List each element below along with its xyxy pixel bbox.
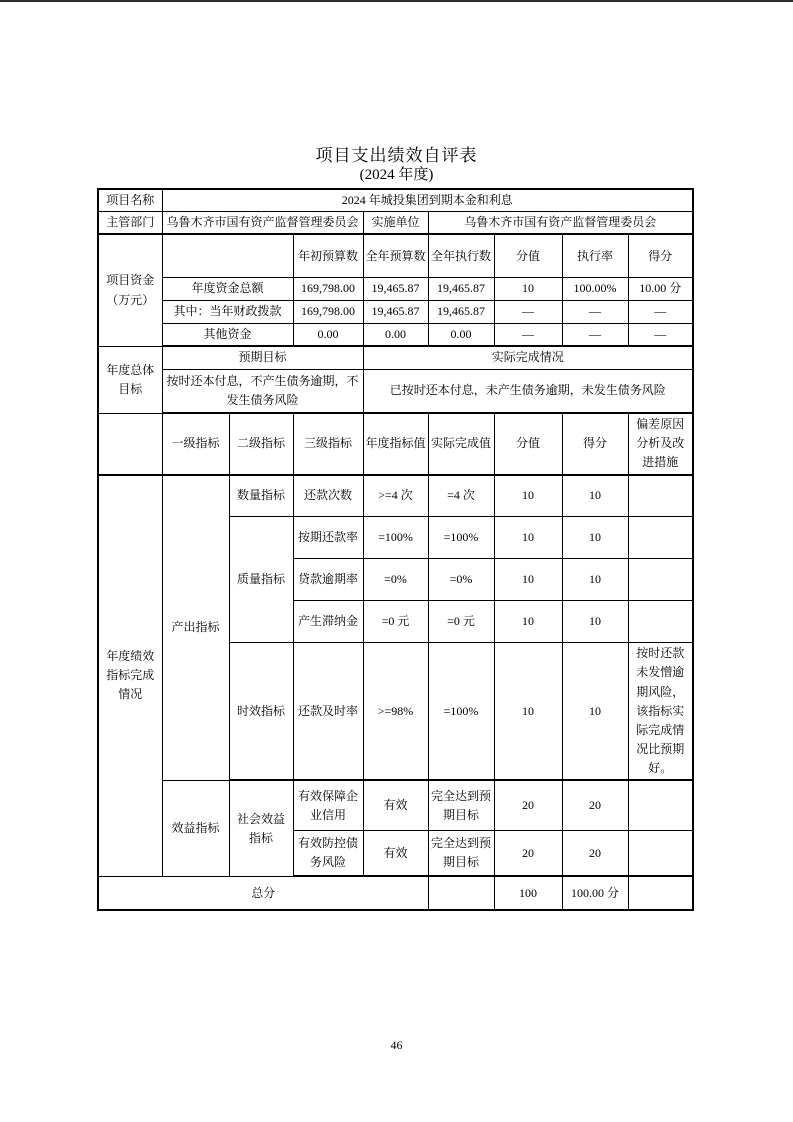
indicator-name: 有效保障企业信用 (293, 780, 363, 830)
indicator-score: 10 (562, 643, 628, 781)
indicator-target: 有效 (363, 830, 428, 876)
funds-row-label: 其中：当年财政拨款 (162, 300, 293, 323)
level1-benefit: 效益指标 (162, 780, 229, 876)
indicator-name: 按期还款率 (293, 517, 363, 559)
page-number: 46 (390, 1038, 403, 1052)
funds-cell: 169,798.00 (293, 277, 363, 300)
indicator-score-value: 20 (494, 780, 562, 830)
annual-goal-section-label: 年度总体目标 (98, 346, 162, 413)
funds-cell: — (494, 300, 562, 323)
table-row (98, 300, 693, 323)
indicator-actual: 完全达到预期目标 (428, 830, 494, 876)
indicator-score: 20 (562, 780, 628, 830)
indicator-score: 10 (562, 517, 628, 559)
indicator-header-level1: 一级指标 (162, 413, 229, 475)
funds-cell: 19,465.87 (363, 277, 428, 300)
indicator-deviation (628, 559, 693, 601)
indicator-deviation (628, 475, 693, 517)
impl-label: 实施单位 (363, 212, 428, 235)
indicators-section-label: 年度绩效指标完成情况 (98, 475, 162, 877)
expected-goal-label: 预期目标 (162, 346, 363, 369)
indicator-deviation (628, 601, 693, 643)
indicator-header-score-value: 分值 (494, 413, 562, 475)
level2-quality: 质量指标 (229, 517, 293, 643)
indicator-score-value: 20 (494, 830, 562, 876)
indicator-actual: =4 次 (428, 475, 494, 517)
empty-cell (628, 876, 693, 910)
indicator-target: =0 元 (363, 601, 428, 643)
indicator-score: 20 (562, 830, 628, 876)
table-row (98, 475, 693, 517)
funds-header-initial-budget: 年初预算数 (293, 234, 363, 277)
indicator-name: 还款次数 (293, 475, 363, 517)
indicator-name: 有效防控债务风险 (293, 830, 363, 876)
indicator-score-value: 10 (494, 643, 562, 781)
indicator-target: >=98% (363, 643, 428, 781)
indicator-actual: =100% (428, 643, 494, 781)
impl-value: 乌鲁木齐市国有资产监督管理委员会 (428, 212, 693, 235)
total-label: 总分 (98, 876, 428, 910)
funds-row-label: 其他资金 (162, 323, 293, 346)
indicator-score: 10 (562, 559, 628, 601)
indicator-deviation (628, 780, 693, 830)
funds-header-annual-budget: 全年预算数 (363, 234, 428, 277)
indicator-score: 10 (562, 601, 628, 643)
funds-row-label: 年度资金总额 (162, 277, 293, 300)
indicator-header-level3: 三级指标 (293, 413, 363, 475)
funds-cell: — (562, 300, 628, 323)
funds-cell: 19,465.87 (363, 300, 428, 323)
level2-timeliness: 时效指标 (229, 643, 293, 781)
indicator-actual: =0% (428, 559, 494, 601)
indicator-actual: =0 元 (428, 601, 494, 643)
indicator-name: 产生滞纳金 (293, 601, 363, 643)
indicator-header-score: 得分 (562, 413, 628, 475)
funds-cell: 10.00 分 (628, 277, 693, 300)
indicator-deviation: 按时还款未发憎逾期风险，该指标实际完成情况比预期好。 (628, 643, 693, 781)
indicator-header-level2: 二级指标 (229, 413, 293, 475)
funds-cell: — (628, 300, 693, 323)
evaluation-table (97, 188, 694, 911)
indicator-target: =0% (363, 559, 428, 601)
table-row (98, 876, 693, 910)
empty-cell (162, 234, 293, 277)
actual-goal-text: 已按时还本付息，未产生债务逾期，未发生债务风险 (363, 369, 693, 413)
indicator-name: 还款及时率 (293, 643, 363, 781)
level2-social: 社会效益指标 (229, 780, 293, 876)
project-name-value: 2024 年城投集团到期本金和利息 (162, 189, 693, 212)
funds-cell: 0.00 (363, 323, 428, 346)
indicator-actual: 完全达到预期目标 (428, 780, 494, 830)
indicator-score-value: 10 (494, 601, 562, 643)
indicator-score-value: 10 (494, 559, 562, 601)
empty-cell (428, 876, 494, 910)
funds-cell: 10 (494, 277, 562, 300)
funds-cell: 0.00 (293, 323, 363, 346)
indicator-header-target: 年度指标值 (363, 413, 428, 475)
indicator-score-value: 10 (494, 517, 562, 559)
expected-goal-text: 按时还本付息，不产生债务逾期，不发生债务风险 (162, 369, 363, 413)
dept-label: 主管部门 (98, 212, 162, 235)
funds-header-score-value: 分值 (494, 234, 562, 277)
funds-cell: 19,465.87 (428, 277, 494, 300)
indicator-target: >=4 次 (363, 475, 428, 517)
table-row (98, 323, 693, 346)
indicator-score-value: 10 (494, 475, 562, 517)
total-score: 100.00 分 (562, 876, 628, 910)
funds-section-label: 项目资金（万元） (98, 234, 162, 346)
page-title: 项目支出绩效自评表 (315, 146, 478, 165)
indicator-score: 10 (562, 475, 628, 517)
funds-cell: — (628, 323, 693, 346)
indicator-target: 有效 (363, 780, 428, 830)
indicator-header-actual: 实际完成值 (428, 413, 494, 475)
indicator-actual: =100% (428, 517, 494, 559)
table-row (98, 780, 693, 830)
funds-header-score: 得分 (628, 234, 693, 277)
level1-output: 产出指标 (162, 475, 229, 781)
level2-quantity: 数量指标 (229, 475, 293, 517)
indicator-name: 贷款逾期率 (293, 559, 363, 601)
project-name-label: 项目名称 (98, 189, 162, 212)
funds-cell: 19,465.87 (428, 300, 494, 323)
dept-value: 乌鲁木齐市国有资产监督管理委员会 (162, 212, 363, 235)
funds-cell: 0.00 (428, 323, 494, 346)
indicator-header-deviation: 偏差原因分析及改进措施 (628, 413, 693, 475)
table-row (98, 277, 693, 300)
funds-cell: — (494, 323, 562, 346)
funds-cell: 100.00% (562, 277, 628, 300)
funds-cell: — (562, 323, 628, 346)
funds-header-execution-rate: 执行率 (562, 234, 628, 277)
total-score-value: 100 (494, 876, 562, 910)
indicator-deviation (628, 517, 693, 559)
funds-cell: 169,798.00 (293, 300, 363, 323)
empty-cell (98, 413, 162, 475)
page-subtitle: (2024 年度) (359, 167, 434, 183)
page-top-edge (0, 0, 793, 2)
actual-goal-label: 实际完成情况 (363, 346, 693, 369)
funds-header-annual-execution: 全年执行数 (428, 234, 494, 277)
indicator-deviation (628, 830, 693, 876)
indicator-target: =100% (363, 517, 428, 559)
